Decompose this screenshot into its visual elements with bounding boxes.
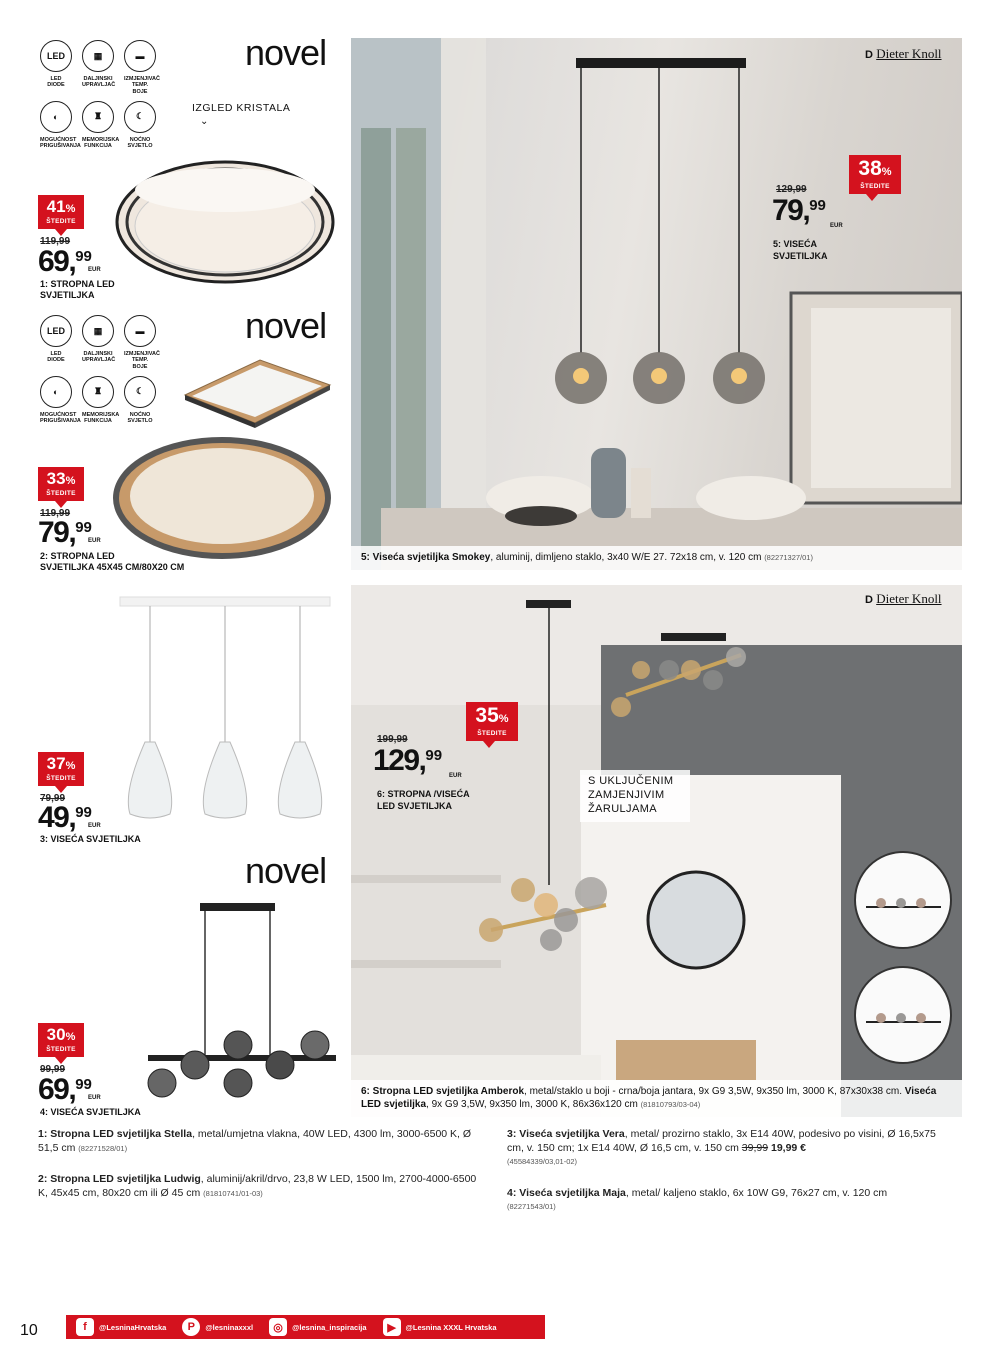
features-product-2 [40,315,160,425]
pendant-lamp-vera-image [115,592,335,827]
product-name-1: 1: STROPNA LED SVJETILJKA [40,279,115,300]
pendant-lamp-maja-image [140,895,340,1110]
product-name-5: 5: VISEĆA SVJETILJKA [773,239,828,261]
old-price-4: 99,99 [40,1064,66,1075]
feature-icon: ▦ [82,315,114,347]
old-price-1: 119,99 [40,236,71,247]
youtube-icon: ▶ [383,1318,401,1336]
old-price-3: 79,99 [40,793,66,804]
feature-label: DALJINSKI UPRAVLJAČ [82,76,116,89]
feature-icon: ◐ [40,101,72,133]
brand-novel-logo-3: novel [245,850,327,891]
product-name-3: 3: VISEĆA SVJETILJKA [40,834,141,844]
feature-icon: LED [40,40,72,72]
feature-icon: ◐ [40,376,72,408]
feature-label: NOĆNO SVJETLO [127,136,153,150]
feature-label: MOGUĆNOST PRIGUŠIVANJA [40,411,81,425]
p1-feature-4 [82,101,120,150]
features-product-1 [40,40,160,150]
discount-badge-3: 37% ŠTEDITE [38,752,84,786]
discount-badge-1: 41% ŠTEDITE [38,195,84,229]
pinterest-icon: P [182,1318,200,1336]
feature-label: MEMORIJSKA FUNKCIJA [82,411,120,425]
price-2: 79,99 EUR [38,516,101,549]
feature-label: MOGUĆNOST PRIGUŠIVANJA [40,136,81,150]
social-bar [66,1315,545,1339]
description-4: 4: Viseća svjetiljka Maja, metal/ kaljeno staklo, 6x 10W G9, 76x27 cm, v. 120 cm (82271543/01) [507,1187,888,1211]
dining-room-photo-amberok [351,585,962,1117]
p2-feature-0 [40,315,72,370]
ceiling-lamp-ludwig-round-image [110,432,335,562]
caption-amberok: 6: Stropna LED svjetiljka Amberok, metal/staklo u boji - crna/boja jantara, 9x G9 3,5W, 9x350 lm, 3000 K, 87x30x38 cm. Viseća LED svjetiljka, 9x G9 3,5W, 9x350 lm, 3000 K, 86x36x120 cm (81810793/03-04) [351,1080,962,1117]
p2-feature-2 [124,315,160,370]
feature-label: IZMJENJIVAČ TEMP. BOJE [124,351,160,370]
facebook-link[interactable]: f @LesninaHrvatska [76,1318,166,1336]
brand-novel-logo-1: novel [245,32,327,73]
p1-feature-3 [40,101,81,150]
p2-feature-5 [124,376,156,425]
product-name-6: 6: STROPNA /VISEĆA LED SVJETILJKA [377,789,470,811]
ceiling-lamp-stella-image [110,150,340,290]
p2-feature-1 [82,315,114,370]
feature-label: DALJINSKI UPRAVLJAČ [82,351,116,364]
product-name-4: 4: VISEĆA SVJETILJKA [40,1107,141,1117]
brand-novel-logo-2: novel [245,305,327,346]
discount-badge-4: 30% ŠTEDITE [38,1023,84,1057]
feature-label: NOĆNO SVJETLO [127,411,153,425]
dieter-knoll-logo-bottom: D Dieter Knoll [865,591,942,606]
price-5: 79,99 EUR [772,194,843,229]
feature-icon: ▦ [82,40,114,72]
old-price-6: 199,99 [377,734,408,745]
bulb-note: S UKLJUČENIM ZAMJENJIVIM ŽARULJAMA [580,770,690,822]
caption-smokey: 5: Viseća svjetiljka Smokey, aluminij, dimljeno staklo, 3x40 W/E 27. 72x18 cm, v. 120 cm (82271327/01) [351,546,962,570]
feature-label: IZMJENJIVAČ TEMP. BOJE [124,76,160,95]
p2-feature-3 [40,376,81,425]
feature-label: LED DIODE [47,351,65,364]
p1-feature-1 [82,40,114,95]
feature-icon: LED [40,315,72,347]
p1-feature-2 [124,40,160,95]
crystal-note: IZGLED KRISTALA [192,102,291,114]
price-6: 129,99 EUR [373,744,462,779]
feature-label: MEMORIJSKA FUNKCIJA [82,136,120,150]
youtube-link[interactable]: ▶ @Lesnina XXXL Hrvatska [383,1318,497,1336]
dieter-knoll-logo-top: D Dieter Knoll [865,46,942,61]
page-number: 10 [20,1322,38,1339]
product-name-2: 2: STROPNA LED SVJETILJKA 45X45 CM/80X20 CM [40,551,185,572]
p1-feature-5 [124,101,156,150]
pinterest-link[interactable]: P @lesninaxxxl [182,1318,253,1336]
p2-feature-4 [82,376,120,425]
feature-icon: ▬ [124,315,156,347]
instagram-icon: ◎ [269,1318,287,1336]
discount-badge-5: 38% ŠTEDITE [849,155,901,194]
feature-icon: ♜ [82,376,114,408]
description-3: 3: Viseća svjetiljka Vera, metal/ prozirno staklo, 3x E14 40W, podesivo po visini, Ø 16,5x75 cm, v. 150 cm; 1x E14 40W, Ø 16,5 cm, v. 150 cm 39,99 19,99 € (45584339/03,01-02) [507,1128,936,1166]
chevron-down-icon: ⌄ [200,116,209,127]
price-1: 69,99 EUR [38,245,101,278]
discount-badge-6: 35% ŠTEDITE [466,702,518,741]
facebook-icon: f [76,1318,94,1336]
feature-icon: ☾ [124,376,156,408]
feature-icon: ☾ [124,101,156,133]
feature-icon: ♜ [82,101,114,133]
ceiling-lamp-ludwig-square-image [180,355,335,430]
p1-feature-0 [40,40,72,95]
old-price-5: 129,99 [776,184,807,195]
discount-badge-2: 33% ŠTEDITE [38,467,84,501]
description-2: 2: Stropna LED svjetiljka Ludwig, aluminij/akril/drvo, 23,8 W LED, 1500 lm, 2700-4000-6500 K, 45x45 cm, 80x20 cm ili Ø 45 cm (81810741/01-03) [38,1173,477,1199]
description-1: 1: Stropna LED svjetiljka Stella, metal/umjetna vlakna, 40W LED, 4300 lm, 3000-6500 K, Ø 51,5 cm (82271528/01) [38,1128,472,1154]
feature-label: LED DIODE [47,76,65,89]
price-4: 69,99 EUR [38,1073,101,1106]
dining-room-photo-smokey [351,38,962,570]
old-price-2: 119,99 [40,508,71,519]
price-3: 49,99 EUR [38,801,101,834]
instagram-link[interactable]: ◎ @lesnina_inspiracija [269,1318,366,1336]
feature-icon: ▬ [124,40,156,72]
